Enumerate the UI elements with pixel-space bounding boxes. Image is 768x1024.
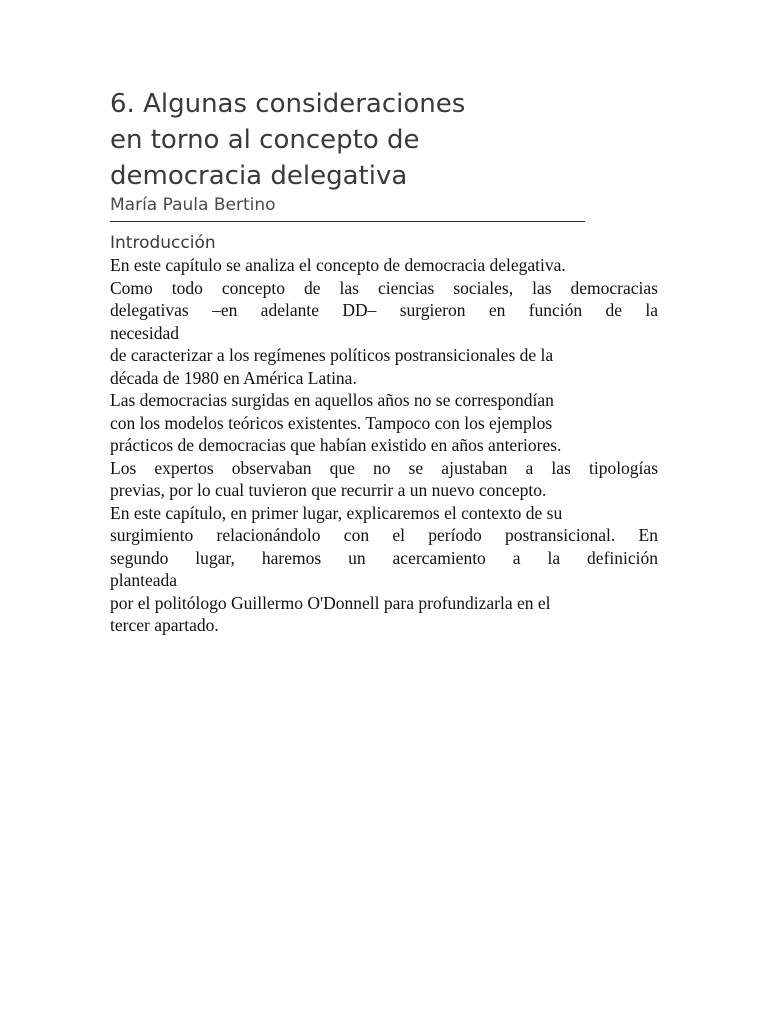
body-line: década de 1980 en América Latina. <box>110 367 357 388</box>
body-line: planteada <box>110 570 178 590</box>
document-page <box>110 86 658 637</box>
chapter-title <box>110 86 658 194</box>
body-line: Como todo concepto de las ciencias sociales, las democracias <box>110 277 658 298</box>
body-line: por el politólogo Guillermo O'Donnell para profundizarla en el <box>110 592 551 613</box>
chapter-title-line-1: 6. Algunas consideraciones <box>110 89 466 119</box>
body-line: previas, por lo cual tuvieron que recurrir a un nuevo concepto. <box>110 480 547 500</box>
section-heading: Introducción <box>110 233 216 253</box>
body-line: segundo lugar, haremos un acercamiento a la definición <box>110 547 658 568</box>
body-line: En este capítulo se analiza el concepto de democracia delegativa. <box>110 255 566 275</box>
author-name: María Paula Bertino <box>110 195 276 215</box>
body-text <box>110 254 658 637</box>
title-divider <box>110 221 585 222</box>
chapter-title-line-2: en torno al concepto de <box>110 125 420 155</box>
body-line: En este capítulo, en primer lugar, explicaremos el contexto de su <box>110 502 563 523</box>
body-line: tercer apartado. <box>110 615 219 635</box>
body-line: de caracterizar a los regímenes políticos postransicionales de la <box>110 345 554 365</box>
body-line: Los expertos observaban que no se ajustaban a las tipologías <box>110 457 658 478</box>
body-line: surgimiento relacionándolo con el período postransicional. En <box>110 525 658 545</box>
body-line: Las democracias surgidas en aquellos años no se correspondían <box>110 390 554 410</box>
chapter-title-line-3: democracia delegativa <box>110 161 408 191</box>
body-line: necesidad <box>110 322 179 343</box>
body-line: prácticos de democracias que habían existido en años anteriores. <box>110 435 562 455</box>
body-line: delegativas –en adelante DD– surgieron en función de la <box>110 300 658 320</box>
body-line: con los modelos teóricos existentes. Tampoco con los ejemplos <box>110 412 553 433</box>
